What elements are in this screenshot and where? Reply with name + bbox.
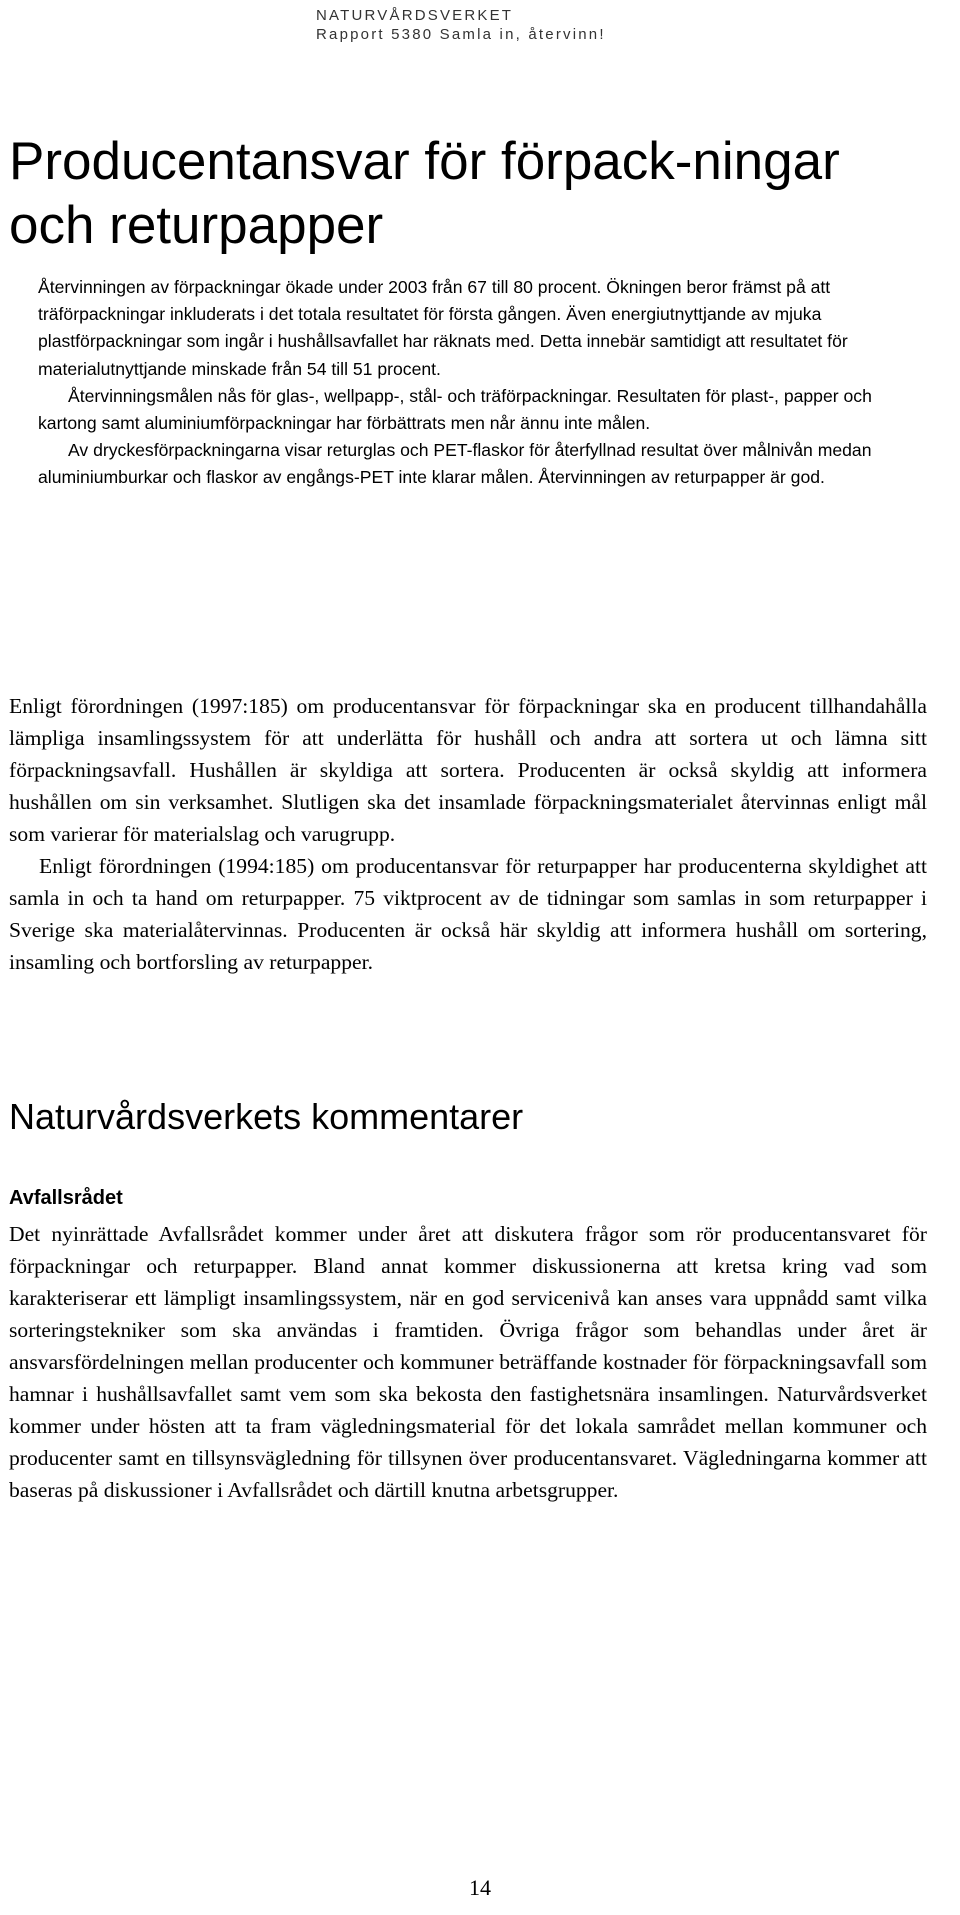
body-text [9,690,927,978]
running-header [316,6,606,44]
page-number: 14 [469,1875,491,1900]
summary-paragraph: Av dryckesförpackningarna visar returglas och PET-flaskor för återfyllnad resultat över målnivån medan aluminiumburkar och flaskor av engångs-PET inte klarar målen. Återvinningen av returpapper är god. [38,440,872,488]
summary-paragraph: Återvinningsmålen nås för glas-, wellpapp-, stål- och träförpackningar. Resultaten för plast-, papper och kartong samt aluminiumförpackningar har förbättrats men når ännu inte målen. [38,385,872,434]
page-title: Producentansvar för förpack-ningar och returpapper [9,132,840,255]
section-paragraph: Det nyinrättade Avfallsrådet kommer under året att diskutera frågor som rör producentansvaret för förpackningar och returpapper. Bland annat kommer diskussionerna att kretsa kring vad som karakteriserar ett lämpligt insamlingssystem, när en god servicenivå kan anses vara uppnådd samt vilka sorteringstekniker som ska användas i framtiden. Övriga frågor som behandlas under året är ansvarsfördelningen mellan producenter och kommuner beträffande kostnader för förpackningsavfall som hamnar i hushållsavfallet samt vem som ska bekosta den fastighetsnära insamlingen. Naturvårdsverket kommer under hösten att ta fram vägledningsmaterial för det lokala samrådet mellan kommuner och producenter samt en tillsynsvägledning för tillsynen över producentansvaret. Vägledningarna kommer att baseras på diskussioner i Avfallsrådet och därtill knutna arbetsgrupper. [9,1222,927,1502]
body-paragraph: Enligt förordningen (1994:185) om producentansvar för returpapper har producenterna skyldighet att samla in och ta hand om returpapper. 75 viktprocent av de tidningar som samlas in som returpapper i Sverige ska materialåtervinnas. Producenten är också här skyldig att informera hushåll om sortering, insamling och bortforsling av returpapper. [9,854,927,974]
section-heading: Naturvårdsverkets kommentarer [9,1096,524,1137]
sub-heading: Avfallsrådet [9,1187,123,1209]
section-text [9,1218,927,1506]
summary-paragraph: Återvinningen av förpackningar ökade under 2003 från 67 till 80 procent. Ökningen beror främst på att träförpackningar inkluderats i det totala resultatet för första gången. Även energiutnyttjande av mjuka plastförpackningar som ingår i hushållsavfallet har räknats med. Detta innebär samtidigt att resultatet för materialutnyttjande minskade från 54 till 51 procent. [38,277,848,379]
summary-block [38,274,928,492]
body-paragraph: Enligt förordningen (1997:185) om producentansvar för förpackningar ska en producent tillhandahålla lämpliga insamlingssystem för att underlätta för hushåll och andra att sortera ut och lämna sitt förpackningsavfall. Hushållen är skyldiga att sortera. Producenten är också skyldig att informera hushållen om sin verksamhet. Slutligen ska det insamlade förpackningsmaterialet återvinnas enligt mål som varierar för materialslag och varugrupp. [9,694,927,846]
header-report-title: Rapport 5380 Samla in, återvinn! [316,26,606,43]
header-publisher: NATURVÅRDSVERKET [316,7,514,24]
